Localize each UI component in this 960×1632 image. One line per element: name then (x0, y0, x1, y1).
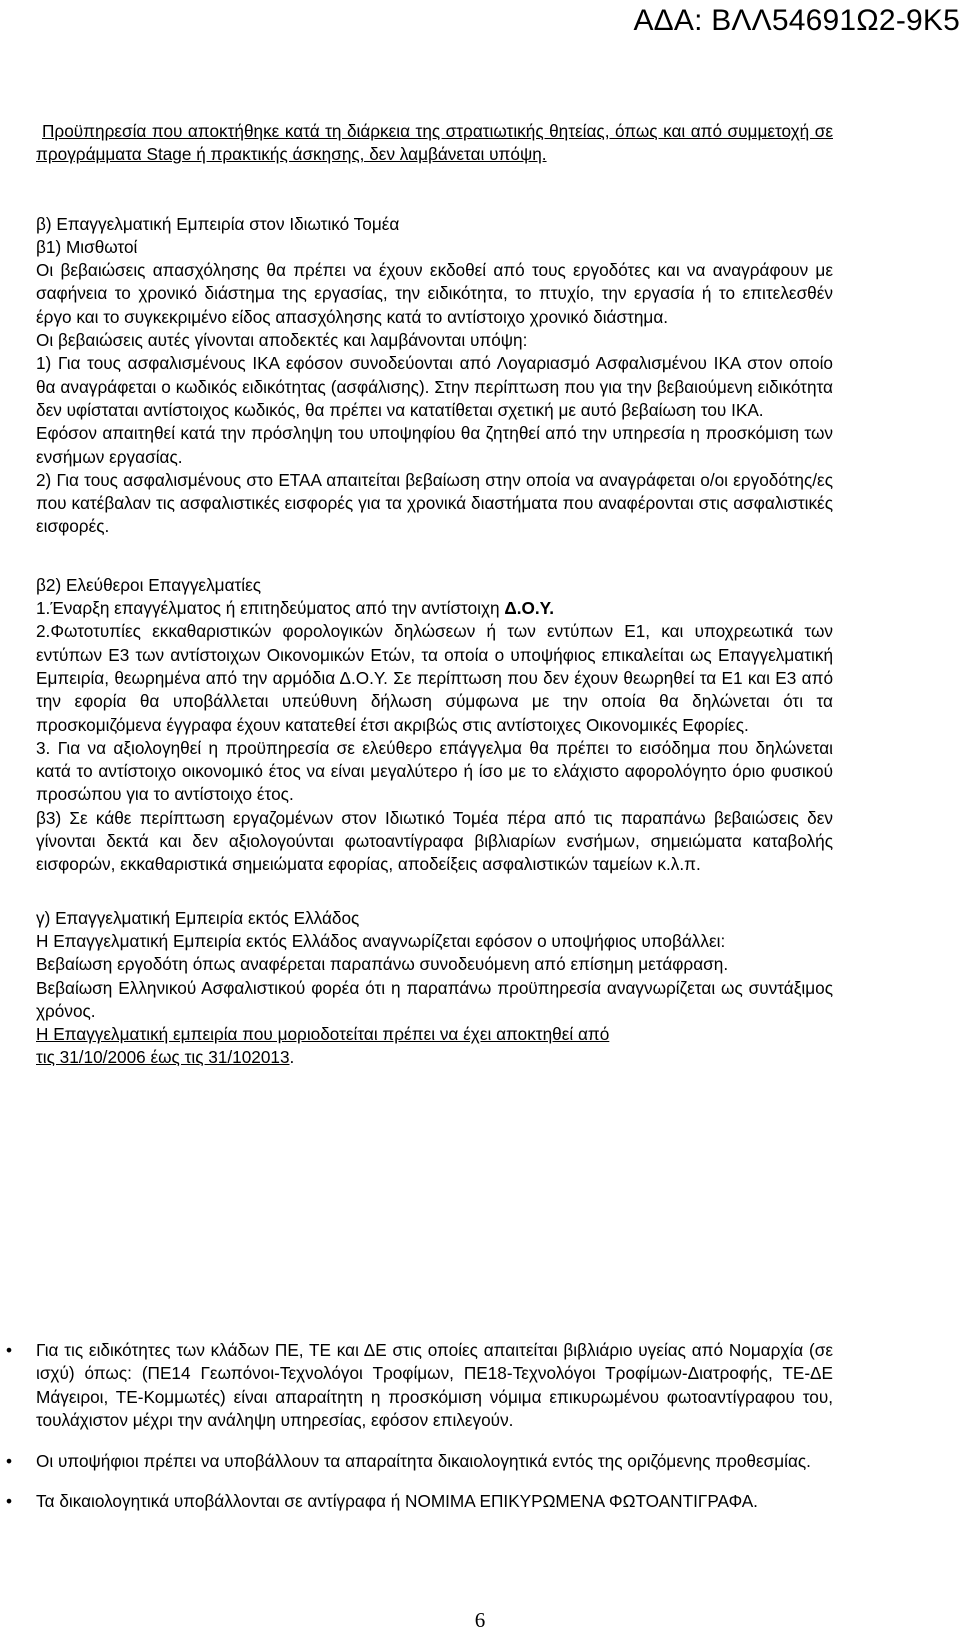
bullet-text: Οι υποψήφιοι πρέπει να υποβάλλουν τα απαραίτητα δικαιολογητικά εντός της οριζόμενης προθεσμίας. (36, 1450, 811, 1471)
paragraph-b3-photocopies: β3) Σε κάθε περίπτωση εργαζομένων στον Ιδιωτικό Τομέα πέρα από τις παραπάνω βεβαιώσεις δεν γίνονται δεκτά και δεν αξιολογούνται φωτοαντίγραφα βιβλιαρίων ενσήμων, σημειώματα καταβολής εισφορών, εκκαθαριστικά σημειώματα εφορίας, αποδείξεις ασφαλιστικών ταμείων κ.λ.π. (36, 807, 833, 875)
page-number: 6 (474, 1608, 486, 1632)
text-span: . (289, 1047, 295, 1068)
underlined-text: τις 31/10/2006 έως τις 31/102013 (36, 1047, 290, 1068)
subsection-title-employees: β1) Μισθωτοί (36, 236, 138, 257)
paragraph-income-threshold: 3. Για να αξιολογηθεί η προϋπηρεσία σε ελεύθερο επάγγελμα θα πρέπει το εισόδημα που δηλώνεται κατά το αντίστοιχο οικονομικό έτος να είναι μεγαλύτερο ή ίσο με το ελάχιστο αφορολόγητο όριο φυσικού προσώπου για το αντίστοιχο έτος. (36, 737, 833, 805)
ada-code: ΑΔΑ: ΒΛΛ54691Ω2-9Κ5 (633, 4, 960, 37)
paragraph-tax-returns: 2.Φωτοτυπίες εκκαθαριστικών φορολογικών δηλώσεων ή των εντύπων Ε1, και υποχρεωτικά των εντύπων Ε3 των αντίστοιχων Οικονομικών Ετών, τα οποία ο υποψήφιος επικαλείται ως Επαγγελματική Εμπειρία, θεωρημένα από την αρμόδια Δ.Ο.Υ. Σε περίπτωση που δεν έχουν θεωρηθεί τα Ε1 και Ε3 από την εφορία θα υποβάλλεται υπεύθυνη δήλωση σύμφωνα με την οποία θα δηλώνεται ότι τα προσκομιζόμενα έγγραφα έχουν κατατεθεί έτσι ακριβώς στις αντίστοιχες Οικονομικές Εφορίες. (36, 621, 833, 735)
bullet-item (5, 1450, 833, 1473)
bullet-icon: • (5, 1450, 13, 1471)
paragraph-stamps: Εφόσον απαιτηθεί κατά την πρόσληψη του υποψηφίου θα ζητηθεί από την υπηρεσία η προσκόμιση των ενσήμων εργασίας. (36, 423, 833, 467)
bullet-list (5, 1322, 833, 1531)
paragraph-service-exclusion (36, 120, 833, 167)
bullet-item (5, 1339, 833, 1432)
underlined-text: Η Επαγγελματική εμπειρία που μοριοδοτείται πρέπει να έχει αποκτηθεί από (36, 1024, 610, 1045)
paragraph-employment-certificates: Οι βεβαιώσεις απασχόλησης θα πρέπει να έχουν εκδοθεί από τους εργοδότες και να αναγράφουν με σαφήνεια το χρονικό διάστημα της εργασίας, την ειδικότητα, το πτυχίο, την εργασία ή το επιτελεσθέν έργο και το συγκεκριμένο είδος απασχόλησης κατά το αντίστοιχο χρονικό διάστημα. (36, 260, 833, 327)
paragraph-ika: 1) Για τους ασφαλισμένους ΙΚΑ εφόσον συνοδεύονται από Λογαριασμό Ασφαλισμένου ΙΚΑ στον οποίο θα αναγράφεται ο κωδικός ειδικότητας (ασφάλισης). Στην περίπτωση που για την βεβαιούμενη ειδικότητα δεν υφίσταται αντίστοιχος κωδικός, θα πρέπει να κατατίθεται σχετική με αυτό βεβαίωση του ΙΚΑ. (36, 353, 833, 420)
section-title-private-sector: β) Επαγγελματική Εμπειρία στον Ιδιωτικό Τομέα (36, 213, 400, 234)
section-title-abroad: γ) Επαγγελματική Εμπειρία εκτός Ελλάδος (36, 907, 360, 928)
text-span: 1.Έναρξη επαγγέλματος ή επιτηδεύματος από την αντίστοιχη (36, 598, 505, 619)
paragraph-start-of-business (36, 597, 833, 620)
bullet-icon: • (5, 1340, 13, 1361)
bold-text: Δ.Ο.Υ. (504, 598, 554, 619)
document-body (36, 120, 833, 1070)
underlined-text: Προϋπηρεσία που αποκτήθηκε κατά τη διάρκεια της στρατιωτικής θητείας, όπως και από συμμετοχή σε προγράμματα Stage ή πρακτικής άσκησης, δεν λαμβάνεται υπόψη. (36, 121, 833, 165)
paragraph-accepted-conditions: Οι βεβαιώσεις αυτές γίνονται αποδεκτές και λαμβάνονται υπόψη: (36, 330, 528, 351)
paragraph-experience-period (36, 1023, 833, 1070)
subsection-title-freelancers: β2) Ελεύθεροι Επαγγελματίες (36, 574, 262, 595)
bullet-text: Τα δικαιολογητικά υποβάλλονται σε αντίγραφα ή ΝΟΜΙΜΑ ΕΠΙΚΥΡΩΜΕΝΑ ΦΩΤΟΑΝΤΙΓΡΑΦΑ. (36, 1491, 758, 1512)
paragraph-abroad-recognition: Η Επαγγελματική Εμπειρία εκτός Ελλάδος αναγνωρίζεται εφόσον ο υποψήφιος υποβάλλει: (36, 930, 726, 951)
bullet-item (5, 1490, 833, 1513)
bullet-text: Για τις ειδικότητες των κλάδων ΠΕ, ΤΕ και ΔΕ στις οποίες απαιτείται βιβλιάριο υγείας από Νομαρχία (σε ισχύ) όπως: (ΠΕ14 Γεωπόνοι-Τεχνολόγοι Τροφίμων, ΠΕ18-Τεχνολόγοι Τροφίμων-Διατροφής, ΤΕ-ΔΕ Μάγειροι, ΤΕ-Κομμωτές) είναι απαραίτητη η προσκόμιση νόμιμα επικυρωμένου φωτοαντίγραφου του, τουλάχιστον μέχρι την ανάληψη υπηρεσίας, εφόσον επιλεγούν. (36, 1340, 833, 1431)
paragraph-insurance-certificate: Βεβαίωση Ελληνικού Ασφαλιστικού φορέα ότι η παραπάνω προϋπηρεσία αναγνωρίζεται ως συντάξιμος χρόνος. (36, 977, 833, 1021)
bullet-icon: • (5, 1491, 13, 1512)
paragraph-etaa: 2) Για τους ασφαλισμένους στο ΕΤΑΑ απαιτείται βεβαίωση στην οποία να αναγράφεται ο/οι εργοδότης/ες που κατέβαλαν τις ασφαλιστικές εισφορές για τα χρονικά διαστήματα που αναφέρονται στις ασφαλιστικές εισφορές. (36, 469, 833, 537)
paragraph-employer-certificate: Βεβαίωση εργοδότη όπως αναφέρεται παραπάνω συνοδευόμενη από επίσημη μετάφραση. (36, 954, 729, 975)
